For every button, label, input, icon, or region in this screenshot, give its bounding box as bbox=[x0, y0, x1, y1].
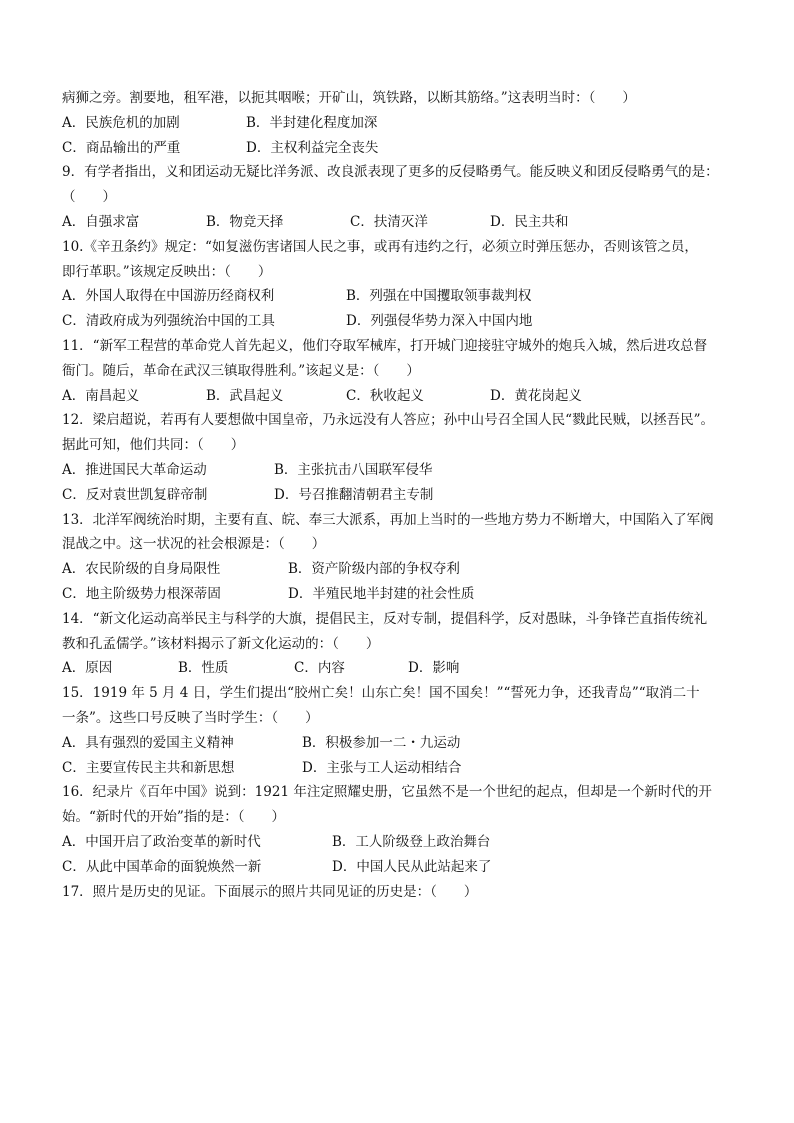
q16-options-row-2 bbox=[62, 855, 734, 880]
q11-option-a[interactable]: A．南昌起义 bbox=[62, 387, 140, 404]
q13-options-row-1 bbox=[62, 557, 734, 582]
q14-option-d[interactable]: D．影响 bbox=[408, 660, 460, 677]
q16-options-row-1 bbox=[62, 830, 734, 855]
q8-option-a[interactable]: A．民族危机的加剧 bbox=[62, 114, 180, 131]
q8-option-c[interactable]: C．商品输出的严重 bbox=[62, 139, 181, 156]
q12-option-d[interactable]: D．号召推翻清朝君主专制 bbox=[274, 486, 434, 503]
q9-option-c[interactable]: C．扶清灭洋 bbox=[350, 213, 428, 230]
q16-stem-line-2: 始。“新时代的开始”指的是：（ ） bbox=[62, 809, 286, 826]
q8-stem-continuation: 病狮之旁。割要地，租军港，以扼其咽喉；开矿山，筑铁路，以断其筋络。”这表明当时：（ ） bbox=[62, 90, 636, 106]
q14-options-row bbox=[62, 656, 734, 681]
q14-stem-line-2: 教和孔孟儒学。”该材料揭示了新文化运动的：（ ） bbox=[62, 635, 380, 652]
q8-options-row-1 bbox=[62, 111, 734, 136]
q9-option-d[interactable]: D．民主共和 bbox=[490, 213, 569, 230]
q15-option-c[interactable]: C．主要宣传民主共和新思想 bbox=[62, 759, 235, 776]
q14-option-b[interactable]: B．性质 bbox=[178, 660, 229, 677]
q12-options-row-1 bbox=[62, 458, 734, 483]
q12-options-row-2 bbox=[62, 483, 734, 508]
q8-options-row-2 bbox=[62, 136, 734, 161]
q13-option-a[interactable]: A．农民阶级的自身局限性 bbox=[62, 561, 221, 578]
q10-option-d[interactable]: D．列强侵华势力深入中国内地 bbox=[346, 313, 533, 330]
q13-stem-line-1: 13．北洋军阀统治时期，主要有直、皖、奉三大派系，再加上当时的一些地方势力不断增大，中国陷入了军阀 bbox=[62, 511, 714, 528]
q16-option-c[interactable]: C．从此中国革命的面貌焕然一新 bbox=[62, 858, 262, 875]
q10-stem-line-1: 10.《辛丑条约》规定：“如复滋伤害诸国人民之事，或再有违约之行，必须立时弹压惩办，否则该管之员， bbox=[62, 238, 698, 255]
q15-options-row-2 bbox=[62, 756, 734, 781]
q10-option-c[interactable]: C．清政府成为列强统治中国的工具 bbox=[62, 313, 275, 330]
q8-option-d[interactable]: D．主权利益完全丧失 bbox=[246, 139, 379, 156]
q14-option-a[interactable]: A．原因 bbox=[62, 660, 113, 677]
q8-option-b[interactable]: B．半封建化程度加深 bbox=[246, 114, 378, 131]
q16-option-d[interactable]: D．中国人民从此站起来了 bbox=[332, 858, 492, 875]
q9-option-b[interactable]: B．物竞天择 bbox=[206, 213, 284, 230]
q9-option-a[interactable]: A．自强求富 bbox=[62, 213, 140, 230]
q15-stem-line-2: 一条”。这些口号反映了当时学生：（ ） bbox=[62, 709, 319, 726]
q16-option-b[interactable]: B．工人阶级登上政治舞台 bbox=[332, 833, 491, 850]
q11-options-row bbox=[62, 384, 734, 409]
q13-options-row-2 bbox=[62, 582, 734, 607]
q11-option-c[interactable]: C．秋收起义 bbox=[346, 387, 424, 404]
q13-option-c[interactable]: C．地主阶级势力根深蒂固 bbox=[62, 585, 221, 602]
exam-page bbox=[62, 86, 734, 904]
q13-option-d[interactable]: D．半殖民地半封建的社会性质 bbox=[288, 585, 475, 602]
q17-stem-line-1: 17．照片是历史的见证。下面展示的照片共同见证的历史是：（ ） bbox=[62, 883, 478, 900]
q15-stem-line-1: 15．1919 年 5 月 4 日，学生们提出“胶州亡矣！山东亡矣！国不国矣！”“誓死力争，还我青岛”“取消二十 bbox=[62, 685, 700, 702]
q11-stem-line-1: 11．“新军工程营的革命党人首先起义，他们夺取军械库，打开城门迎接驻守城外的炮兵入城，然后进攻总督 bbox=[62, 337, 708, 354]
q16-stem-line-1: 16．纪录片《百年中国》说到：1921 年注定照耀史册，它虽然不是一个世纪的起点，但却是一个新时代的开 bbox=[62, 784, 712, 801]
q16-option-a[interactable]: A．中国开启了政治变革的新时代 bbox=[62, 833, 261, 850]
q12-stem-line-2: 据此可知，他们共同：（ ） bbox=[62, 437, 245, 454]
q15-options-row-1 bbox=[62, 731, 734, 756]
q10-stem-line-2: 即行革职。”该规定反映出：（ ） bbox=[62, 263, 272, 280]
q12-option-b[interactable]: B．主张抗击八国联军侵华 bbox=[274, 461, 433, 478]
q9-options-row bbox=[62, 210, 734, 235]
q10-options-row-2 bbox=[62, 309, 734, 334]
q14-option-c[interactable]: C．内容 bbox=[294, 660, 345, 677]
q9-stem-line-2: （ ） bbox=[62, 189, 116, 206]
q10-options-row-1 bbox=[62, 284, 734, 309]
q15-option-d[interactable]: D．主张与工人运动相结合 bbox=[302, 759, 462, 776]
q13-stem-line-2: 混战之中。这一状况的社会根源是：（ ） bbox=[62, 536, 326, 553]
q12-stem-line-1: 12．梁启超说，若再有人要想做中国皇帝，乃永远没有人答应；孙中山号召全国人民“戮此民贼，以拯吾民”。 bbox=[62, 412, 714, 429]
q12-option-c[interactable]: C．反对袁世凯复辟帝制 bbox=[62, 486, 208, 503]
q11-option-b[interactable]: B．武昌起义 bbox=[206, 387, 284, 404]
q11-option-d[interactable]: D．黄花岗起义 bbox=[490, 387, 582, 404]
q10-option-a[interactable]: A．外国人取得在中国游历经商权利 bbox=[62, 288, 275, 305]
q9-stem-line-1: 9．有学者指出，义和团运动无疑比洋务派、改良派表现了更多的反侵略勇气。能反映义和团反侵略勇气的是： bbox=[62, 164, 719, 181]
q14-stem-line-1: 14．“新文化运动高举民主与科学的大旗，提倡民主，反对专制，提倡科学，反对愚昧，斗争锋芒直指传统礼 bbox=[62, 610, 708, 627]
q13-option-b[interactable]: B．资产阶级内部的争权夺利 bbox=[288, 561, 460, 578]
q11-stem-line-2: 衙门。随后，革命在武汉三镇取得胜利。”该起义是：（ ） bbox=[62, 362, 420, 379]
q10-option-b[interactable]: B．列强在中国攫取领事裁判权 bbox=[346, 288, 532, 305]
q15-option-a[interactable]: A．具有强烈的爱国主义精神 bbox=[62, 734, 234, 751]
q12-option-a[interactable]: A．推进国民大革命运动 bbox=[62, 461, 207, 478]
q15-option-b[interactable]: B．积极参加一二・九运动 bbox=[302, 734, 461, 751]
